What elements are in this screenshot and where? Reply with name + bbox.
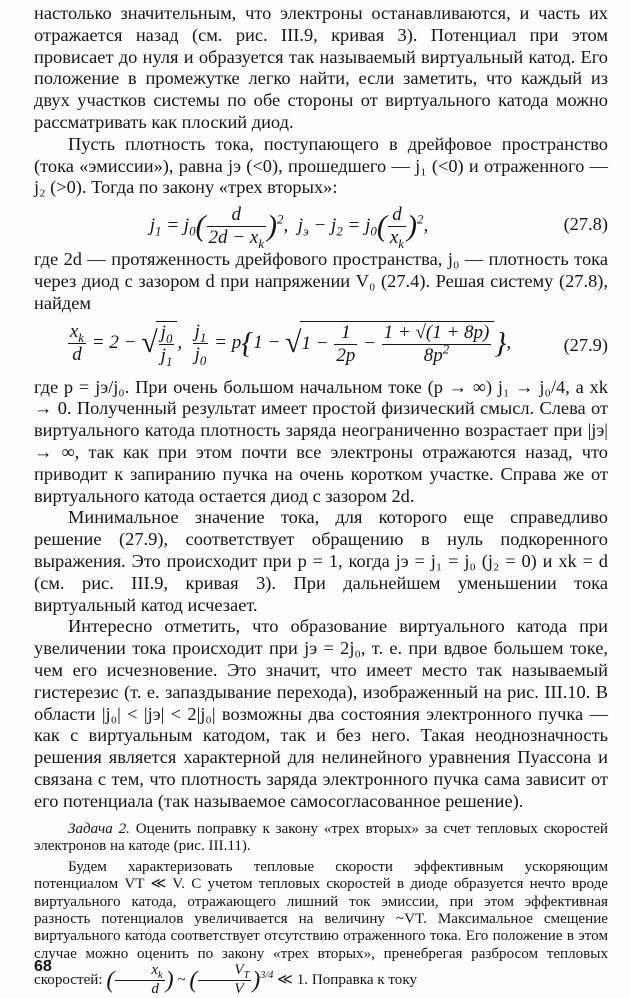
equation-27-8-body: $j_1 = j_0$( $\frac{d}{2d - x_k}$ )$^2$, $j_э - j_2 = j_0$( $\frac{d}{x_k}$ )$^2$,	[149, 204, 429, 251]
solution-formula: ( $\frac{x_k}{d}$ ) ~ ( $\frac{V_T}{V}$ )$^{3/4}$	[106, 961, 274, 997]
equation-27-9-body: $\frac{x_k}{d}$ = 2 − √ $\frac{j_0}{j_1}$ , $\frac{j_1}{j_0}$ = p{1 − √1 − $\frac{1}{2p}$ − $\frac{1 + √(1 + 8p)}{8p^2}$ },	[69, 320, 512, 369]
paragraph-2: Пусть плотность тока, поступающего в дрейфовое пространство (тока «эмиссии»), равна jэ (<0), прошедшего — j₁ (<0) и отраженного — j₂ (>0). Тогда по закону «трех вторых»:	[34, 133, 608, 198]
equation-number: (27.8)	[563, 214, 608, 235]
page-content	[34, 3, 608, 998]
paragraph-6: Интересно отметить, что образование виртуального катода при увеличении тока происходит при jэ = 2j₀, т. е. при вдвое большем токе, чем его исчезновение. Это значит, что имеет место так называемый гистерезис (т. е. запаздывание перехода), изображенный на рис. III.10. В области |j₀| < |jэ| < 2|j₀| возможны два состояния электронного пучка — как с виртуальным катодом, так и без него. Такая неоднозначность решения является характерной для нелинейного уравнения Пуассона и связана с тем, что плотность заряда электронного пучка сама зависит от его потенциала (так называемое самосогласованное решение).	[34, 616, 608, 811]
task-label: Задача 2.	[68, 820, 130, 837]
paragraph-1: настолько значительным, что электроны останавливаются, и часть их отражается назад (см. рис. III.9, кривая 3). Потенциал при этом провисает до нуля и образуется так называемый виртуальный катод. Его положение в промежутке легко найти, если заметить, что каждый из двух участков системы по обе стороны от виртуального катода можно рассматривать как плоский диод.	[34, 3, 608, 132]
solution-tail: ≪ 1. Поправка к току	[277, 971, 418, 988]
solution-paragraph	[34, 859, 608, 997]
solution-text: Будем характеризовать тепловые скорости эффективным ускоряющим потенциалом VT ≪ V. С учетом тепловых скоростей в диоде образуется нечто вроде виртуального катода, отражающего лишний ток эмиссии, при этом эффективная разность потенциалов увеличивается на величину ~VT. Максимальное смещение виртуального катода соответствует отсутствию отраженного тока. Его положение в этом случае можно оценить по закону «трех вторых», пренебрегая разбросом тепловых скоростей:	[34, 859, 608, 988]
page-number: 68	[34, 958, 52, 975]
equation-27-8	[34, 199, 608, 249]
equation-number: (27.9)	[563, 334, 608, 355]
paragraph-5: Минимальное значение тока, для которого еще справедливо решение (27.9), соответствует обращению в нуль подкоренного выражения. Это происходит при p = 1, когда jэ = j₁ = j₀ (j₂ = 0) и xk = d (см. рис. III.9, кривая 3). При дальнейшем уменьшении тока виртуальный катод исчезает.	[34, 507, 608, 615]
paragraph-4: где p = jэ/j₀. При очень большом начальном токе (p → ∞) j₁ → j₀/4, а xk → 0. Полученный результат имеет простой физический смысл. Слева от виртуального катода плотность заряда неограниченно возрастает при |jэ| → ∞, так как при этом почти все электроны отражаются назад, что приводит к запиранию пучка на очень коротком участке. Справа же от виртуального катода остается диод с зазором 2d.	[34, 376, 608, 506]
equation-27-9	[34, 315, 608, 377]
paragraph-3: где 2d — протяженность дрейфового пространства, j₀ — плотность тока через диод с зазором d при напряжении V₀ (27.4). Решая систему (27.8), найдем	[34, 249, 608, 313]
task-2	[34, 821, 608, 856]
task-text: Оценить поправку к закону «трех вторых» за счет тепловых скоростей электронов на катоде (рис. III.11).	[34, 820, 608, 854]
